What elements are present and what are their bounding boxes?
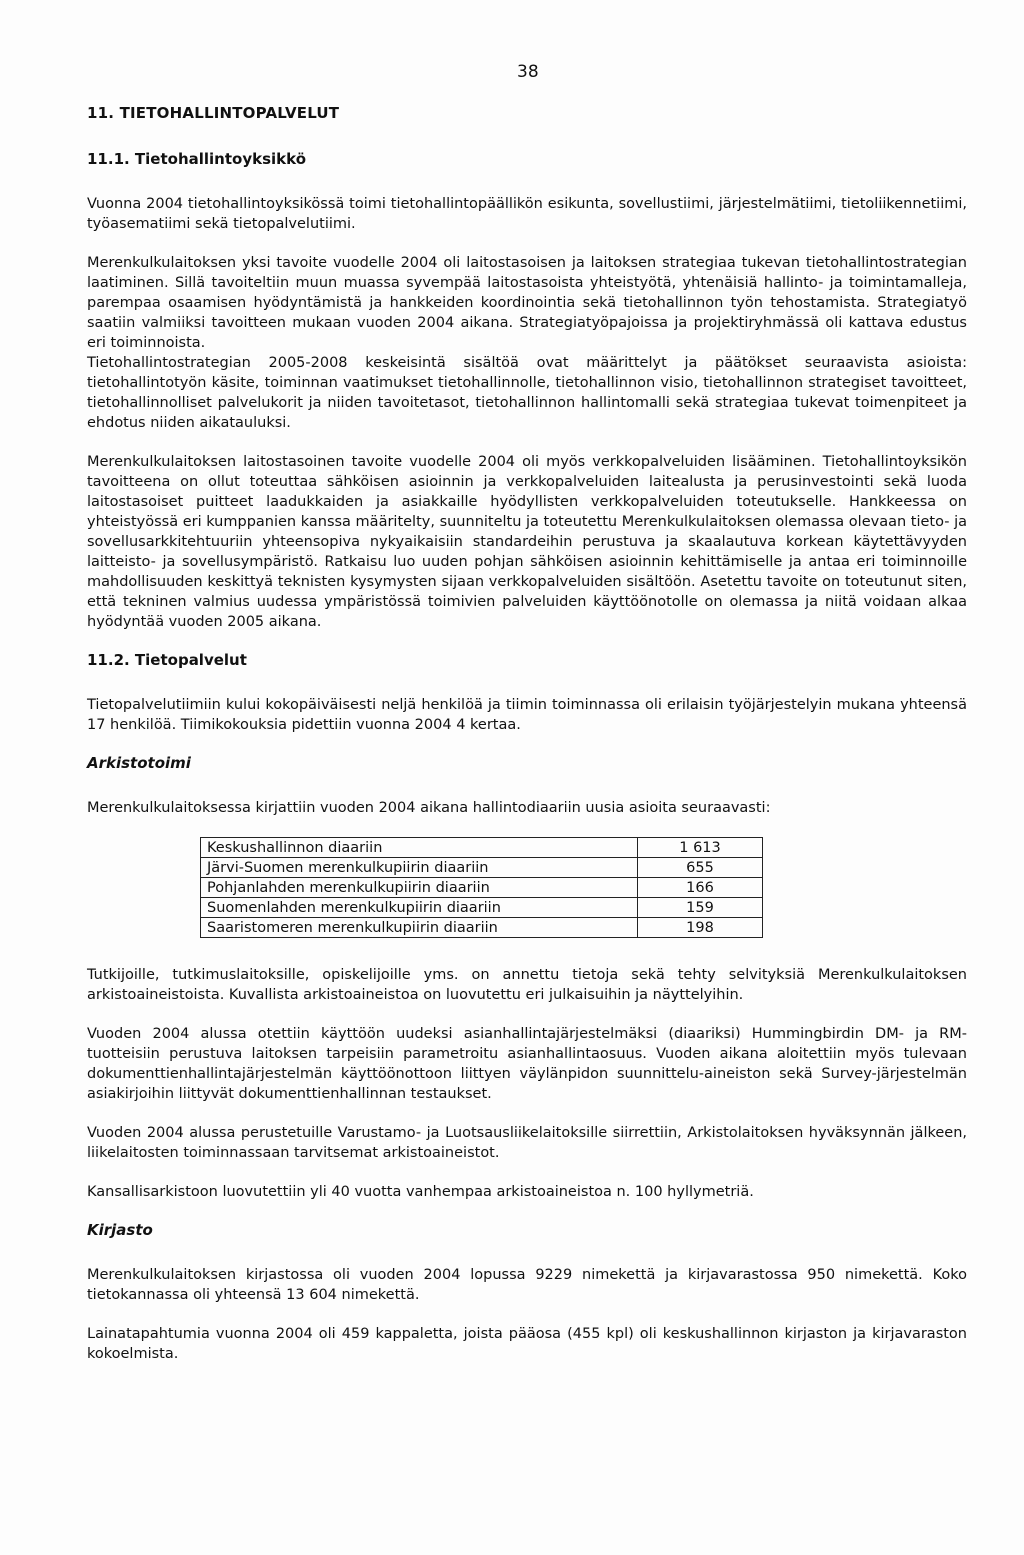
paragraph-strategy-goal: Merenkulkulaitoksen yksi tavoite vuodelle 2004 oli laitostasoisen ja laitoksen strategiaa tukevan tietohallintostrategian laatiminen. Sillä tavoiteltiin muun muassa syvempää laitostasoista yhteistyötä, yhtenäisiä hallinto- ja toimintamalleja, parempaa osaamisen hyödyntämistä ja hankkeiden koordinointia sekä tietohallinnon työn tehostamista. Strategiatyö saatiin valmiiksi tavoitteen mukaan vuoden 2004 aikana. Strategiatyöpajoissa ja projektiryhmässä oli kattava edustus eri toiminnoista. — [87, 255, 967, 351]
paragraph-diaari-intro: Merenkulkulaitoksessa kirjattiin vuoden 2004 aikana hallintodiaariin uusia asioita seuraavasti: — [87, 800, 771, 816]
paragraph-kansallisarkisto: Kansallisarkistoon luovutettiin yli 40 vuotta vanhempaa arkistoaineistoa n. 100 hyllymetriä. — [87, 1184, 754, 1200]
table-cell-name: Järvi-Suomen merenkulkupiirin diaariin — [201, 858, 638, 878]
table-row — [201, 838, 763, 858]
subsection-title-tietopalvelut: 11.2. Tietopalvelut — [87, 651, 247, 669]
table-row — [201, 918, 763, 938]
page-number: 38 — [517, 62, 539, 82]
paragraph-tietopalvelut-intro: Tietopalvelutiimiin kului kokopäiväisesti neljä henkilöä ja tiimin toiminnassa oli erilaisin työjärjestelyin mukana yhteensä 17 henkilöä. Tiimikokouksia pidettiin vuonna 2004 4 kertaa. — [87, 697, 967, 733]
table-row — [201, 898, 763, 918]
table-cell-value: 166 — [638, 878, 763, 898]
paragraph-liikelaitokset: Vuoden 2004 alussa perustetuille Varustamo- ja Luotsausliikelaitoksille siirrettiin, Arkistolaitoksen hyväksynnän jälkeen, liikelaitosten toiminnassaan tarvitsemat arkistoaineistot. — [87, 1125, 967, 1161]
section-title: 11. TIETOHALLINTOPALVELUT — [87, 104, 340, 122]
table-cell-value: 198 — [638, 918, 763, 938]
paragraph-lainatapahtumat: Lainatapahtumia vuonna 2004 oli 459 kappaletta, joista pääosa (455 kpl) oli keskushallinnon kirjaston ja kirjavaraston kokoelmista. — [87, 1326, 967, 1362]
table-cell-name: Keskushallinnon diaariin — [201, 838, 638, 858]
heading-arkistotoimi: Arkistotoimi — [87, 754, 191, 772]
document-content — [87, 104, 967, 1383]
diaari-table — [200, 837, 763, 938]
table-row — [201, 878, 763, 898]
table-row — [201, 858, 763, 878]
table-cell-name: Pohjanlahden merenkulkupiirin diaariin — [201, 878, 638, 898]
paragraph-strategy-content: Tietohallintostrategian 2005-2008 keskeisintä sisältöä ovat määrittelyt ja päätökset seuraavista asioista: tietohallintotyön käsite, toiminnan vaatimukset tietohallinnolle, tietohallinnon visio, tietohallinnon strategiset tavoitteet, tietohallinnolliset palvelukorit ja niiden tavoitetasot, tietohallinnon hallintomalli sekä strategiaa tukevat toimenpiteet ja ehdotus niiden aikatauluksi. — [87, 355, 967, 431]
paragraph-units: Vuonna 2004 tietohallintoyksikössä toimi tietohallintopäällikön esikunta, sovellustiimi, järjestelmätiimi, tietoliikennetiimi, työasematiimi sekä tietopalvelutiimi. — [87, 196, 967, 232]
table-cell-value: 655 — [638, 858, 763, 878]
paragraph-asianhallinta: Vuoden 2004 alussa otettiin käyttöön uudeksi asianhallintajärjestelmäksi (diaariksi) Hummingbirdin DM- ja RM- tuotteisiin perustuva laitoksen tarpeisiin parametroitu asianhallintaosuus. Vuoden aikana aloitettiin myös tulevaan dokumenttienhallintajärjestelmän käyttöönottoon liittyen väylänpidon suunnittelu-aineiston sekä Survey-järjestelmän asiakirjoihin liittyvät dokumenttienhallinnan testaukset. — [87, 1026, 967, 1102]
table-cell-name: Saaristomeren merenkulkupiirin diaariin — [201, 918, 638, 938]
paragraph-kirjasto-titles: Merenkulkulaitoksen kirjastossa oli vuoden 2004 lopussa 9229 nimekettä ja kirjavarastossa 950 nimekettä. Koko tietokannassa oli yhteensä 13 604 nimekettä. — [87, 1267, 967, 1303]
table-cell-value: 1 613 — [638, 838, 763, 858]
paragraph-researchers: Tutkijoille, tutkimuslaitoksille, opiskelijoille yms. on annettu tietoja sekä tehty selvityksiä Merenkulkulaitoksen arkistoaineistoista. Kuvallista arkistoaineistoa on luovutettu eri julkaisuihin ja näyttelyihin. — [87, 967, 967, 1003]
table-cell-name: Suomenlahden merenkulkupiirin diaariin — [201, 898, 638, 918]
heading-kirjasto: Kirjasto — [87, 1221, 153, 1239]
paragraph-web-services: Merenkulkulaitoksen laitostasoinen tavoite vuodelle 2004 oli myös verkkopalveluiden lisääminen. Tietohallintoyksikön tavoitteena on ollut toteuttaa sähköisen asioinnin ja verkkopalveluiden laitealusta ja perusinvestointi sekä luoda laitostasoiset puitteet laadukkaiden ja asiakkaille hyödyllisten verkkopalveluiden toteutukselle. Hankkeessa on yhteistyössä eri kumppanien kanssa määritelty, suunniteltu ja toteutettu Merenkulkulaitoksen olemassa olevaan tieto- ja sovellusarkkitehtuuriin yhteensopiva nykyaikaisiin standardeihin perustuva ja skaalautuva korkean käytettävyyden laitteisto- ja sovellusympäristö. Ratkaisu luo uuden pohjan sähköisen asioinnin kehittämiselle ja antaa eri toiminnoille mahdollisuuden keskittyä teknisten kysymysten sijaan verkkopalveluiden sisältöön. Asetettu tavoite on toteutunut siten, että tekninen valmius uudessa ympäristössä toimivien palveluiden käyttöönotolle on olemassa ja niitä voidaan alkaa hyödyntää vuoden 2005 aikana. — [87, 454, 967, 630]
table-cell-value: 159 — [638, 898, 763, 918]
subsection-title-tietohallintoyksikko: 11.1. Tietohallintoyksikkö — [87, 150, 307, 168]
